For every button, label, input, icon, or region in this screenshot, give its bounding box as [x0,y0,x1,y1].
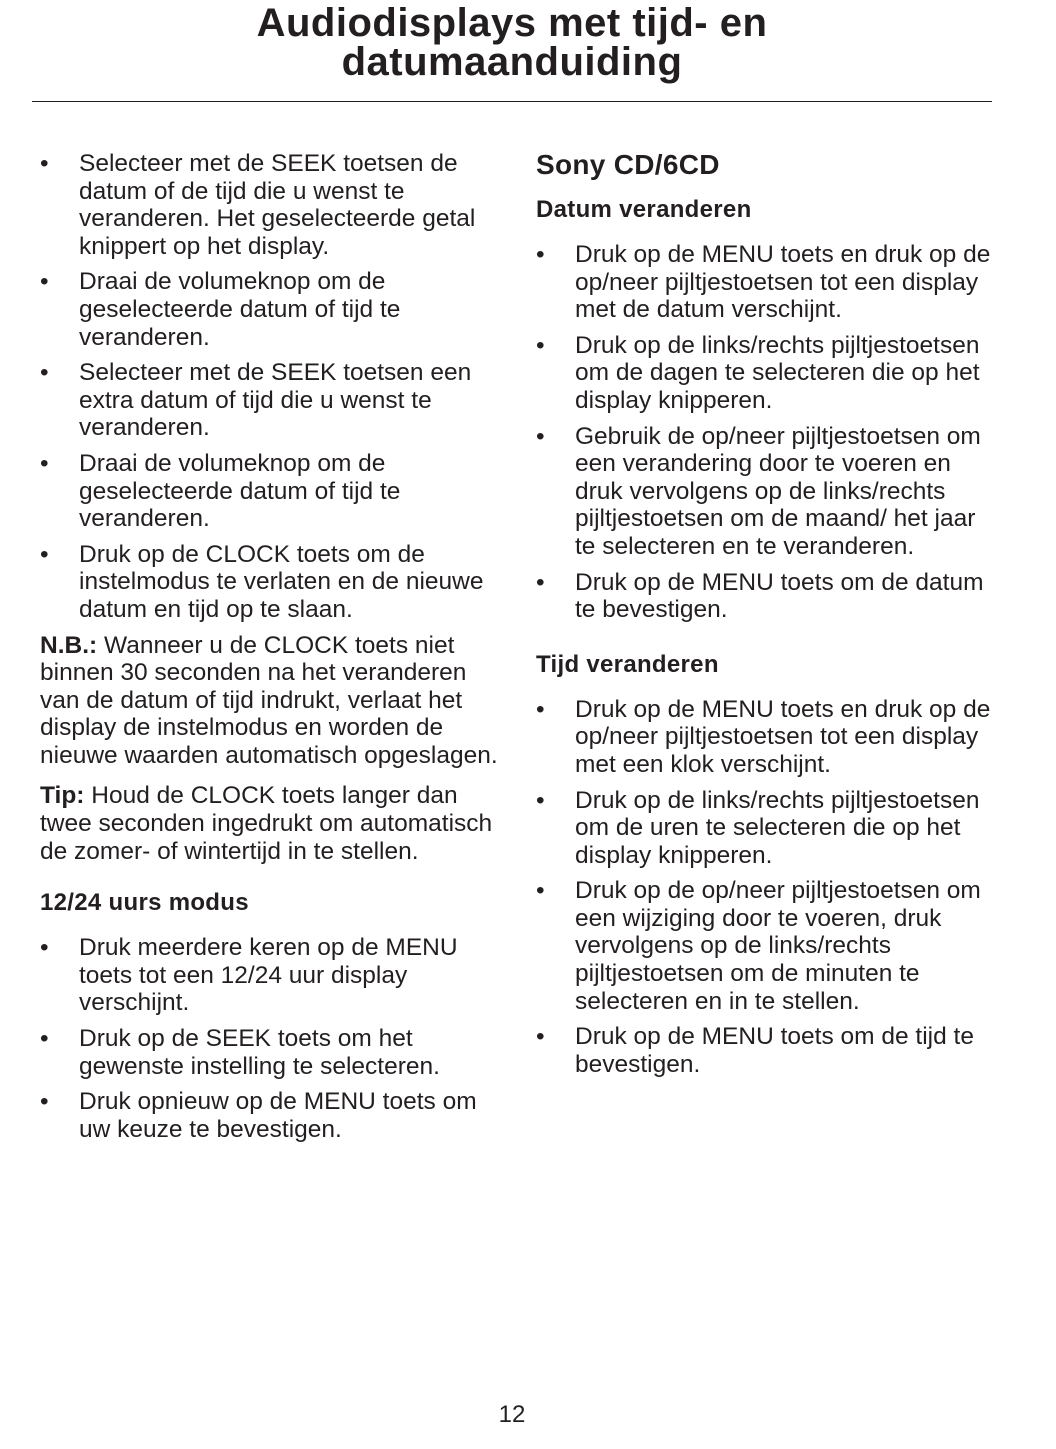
title-line-1: Audiodisplays met tijd- en [256,1,768,45]
bullet-icon: • [536,695,545,723]
list-item [536,241,994,324]
list-item [536,1023,994,1078]
date-steps-list [536,241,994,624]
list-item-text: Selecteer met de SEEK toetsen een extra datum of tijd die u wenst te veranderen. [79,359,472,442]
bullet-icon: • [536,786,545,814]
note-paragraph [40,632,498,770]
list-item-text: Druk op de links/rechts pijltjestoetsen om de dagen te selecteren die op het display knipperen. [575,331,980,414]
list-item [536,423,994,561]
list-item [40,1025,498,1080]
bullet-icon: • [40,1088,49,1116]
section-heading: Sony CD/6CD [536,149,720,180]
bullet-icon: • [40,268,49,296]
list-item [536,877,994,1015]
list-item-text: Gebruik de op/neer pijltjestoetsen om een verandering door te voeren en druk vervolgens op de links/rechts pijltjestoetsen om de maand/ het jaar te selecteren en te veranderen. [575,422,981,560]
note-text: Wanneer u de CLOCK toets niet binnen 30 seconden na het veranderen van de datum of tijd indrukt, verlaat het display de instelmodus en worden de nieuwe waarden automatisch opgeslagen. [40,631,498,769]
list-item-text: Draai de volumeknop om de geselecteerde datum of tijd te veranderen. [79,268,401,351]
list-item [536,569,994,624]
mode-steps-list [40,934,498,1143]
mode-heading: 12/24 uurs modus [40,889,249,917]
list-item [536,787,994,870]
list-item-text: Druk meerdere keren op de MENU toets tot een 12/24 uur display verschijnt. [79,934,458,1017]
bullet-icon: • [40,540,49,568]
page-title [0,1,1024,84]
bullet-icon: • [40,1025,49,1053]
list-item-text: Druk op de MENU toets om de datum te bevestigen. [575,568,984,624]
list-item-text: Druk op de CLOCK toets om de instelmodus te verlaten en de nieuwe datum en tijd op te slaan. [79,540,484,623]
bullet-icon: • [536,568,545,596]
bullet-icon: • [40,150,49,177]
list-item [536,332,994,415]
right-column [536,150,994,1086]
list-item-text: Druk op de MENU toets om de tijd te bevestigen. [575,1023,974,1078]
list-item [40,268,498,351]
tip-paragraph [40,782,498,865]
bullet-icon: • [536,877,545,905]
list-item [40,150,498,260]
list-item [40,359,498,442]
list-item [40,450,498,533]
tip-label: Tip: [40,782,85,810]
list-item-text: Selecteer met de SEEK toetsen de datum of de tijd die u wenst te veranderen. Het geselecteerde getal knippert op het display. [79,150,476,260]
note-label: N.B.: [40,631,98,659]
bullet-icon: • [40,359,49,387]
page-number: 12 [498,1401,526,1428]
list-item [40,1088,498,1143]
list-item [536,696,994,779]
list-item [40,934,498,1017]
list-item-text: Druk op de MENU toets en druk op de op/neer pijltjestoetsen tot een display met een klok verschijnt. [575,695,991,778]
list-item-text: Draai de volumeknop om de geselecteerde datum of tijd te veranderen. [79,449,401,533]
list-item-text: Druk op de SEEK toets om het gewenste instelling te selecteren. [79,1025,440,1080]
left-column [40,150,498,1151]
list-item-text: Druk op de op/neer pijltjestoetsen om een wijziging door te voeren, druk vervolgens op de links/rechts pijltjestoetsen om de minuten te selecteren en in te stellen. [575,877,981,1015]
list-item-text: Druk op de links/rechts pijltjestoetsen om de uren te selecteren die op het display knipperen. [575,786,980,869]
list-item-text: Druk opnieuw op de MENU toets om uw keuze te bevestigen. [79,1088,477,1143]
date-heading: Datum veranderen [536,196,752,223]
bullet-icon: • [536,422,545,450]
bullet-icon: • [536,1023,545,1051]
title-divider [32,101,992,102]
bullet-icon: • [536,241,545,268]
list-item-text: Druk op de MENU toets en druk op de op/neer pijltjestoetsen tot een display met de datum verschijnt. [575,241,991,324]
steps-list [40,150,498,624]
bullet-icon: • [536,331,545,359]
list-item [40,541,498,624]
tip-text: Houd de CLOCK toets langer dan twee seconden ingedrukt om automatisch de zomer- of wintertijd in te stellen. [40,782,493,865]
bullet-icon: • [40,934,49,962]
bullet-icon: • [40,449,49,477]
time-steps-list [536,696,994,1079]
time-heading: Tijd veranderen [536,650,719,678]
title-line-2: datumaanduiding [341,40,683,84]
